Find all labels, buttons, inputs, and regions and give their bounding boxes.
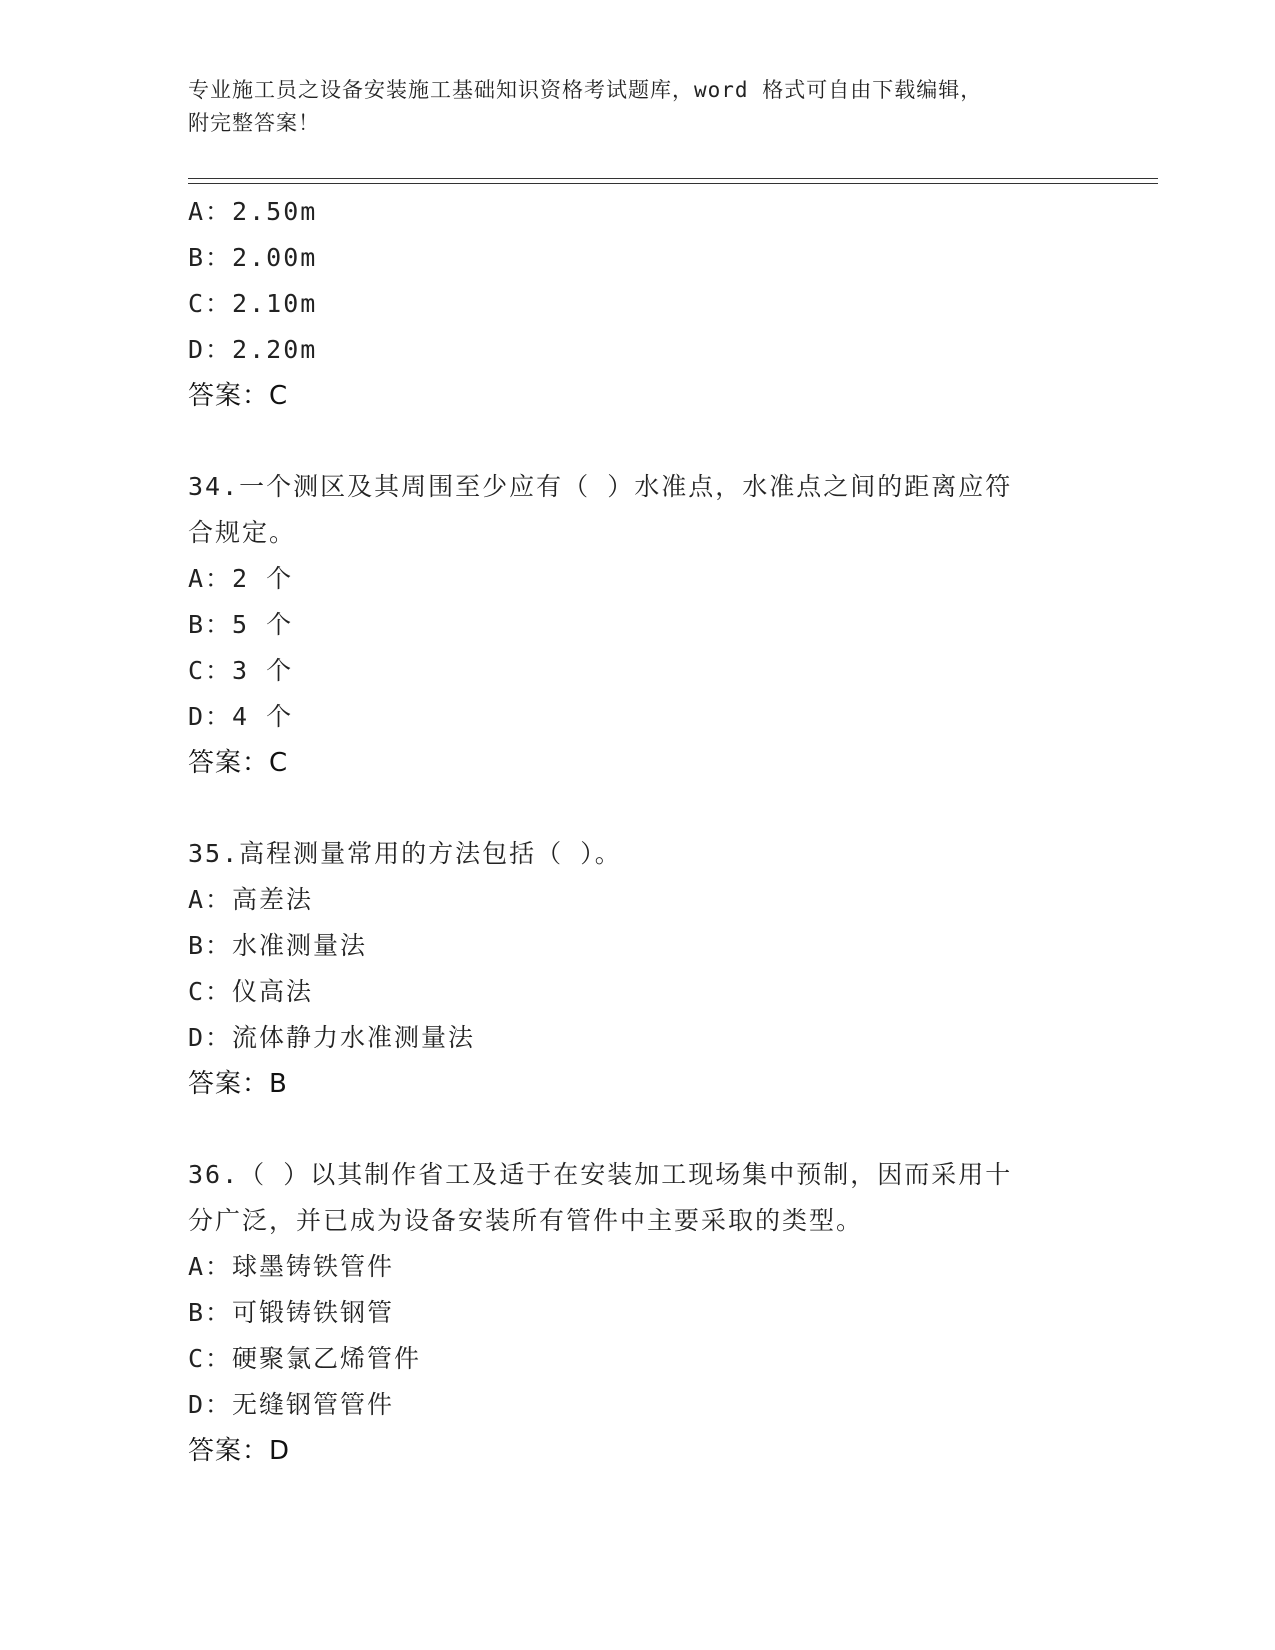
header-line-1: 专业施工员之设备安装施工基础知识资格考试题库，word 格式可自由下载编辑， (188, 78, 983, 102)
option-b: B：水准测量法 (188, 931, 368, 960)
header-line-2: 附完整答案！ (188, 111, 320, 135)
answer-line: 答案：B (188, 1069, 288, 1099)
option-a: A：2 个 (188, 564, 294, 593)
question-33 (188, 189, 1068, 419)
option-d: D：4 个 (188, 702, 294, 731)
question-spacer (188, 786, 1068, 831)
header-divider-bottom (188, 183, 1158, 184)
option-d: D：2.20m (188, 335, 318, 364)
document-header (188, 74, 1068, 140)
question-spacer (188, 419, 1068, 464)
option-b: B：2.00m (188, 243, 318, 272)
option-c: C：仪高法 (188, 977, 314, 1006)
question-text-line-1: 36.（ ）以其制作省工及适于在安装加工现场集中预制，因而采用十 (188, 1160, 1013, 1189)
option-c: C：3 个 (188, 656, 294, 685)
answer-line: 答案：D (188, 1436, 291, 1466)
option-a: A：2.50m (188, 197, 318, 226)
option-a: A：高差法 (188, 885, 314, 914)
option-d: D：无缝钢管管件 (188, 1390, 395, 1419)
option-b: B：可锻铸铁钢管 (188, 1298, 395, 1327)
question-36 (188, 1152, 1068, 1474)
option-c: C：硬聚氯乙烯管件 (188, 1344, 422, 1373)
question-text-line-2: 合规定。 (188, 518, 297, 547)
question-text-line-1: 35.高程测量常用的方法包括（ ）。 (188, 839, 622, 868)
question-spacer (188, 1107, 1068, 1152)
header-divider-top (188, 178, 1158, 179)
answer-line: 答案：C (188, 748, 289, 778)
answer-line: 答案：C (188, 381, 289, 411)
option-d: D：流体静力水准测量法 (188, 1023, 476, 1052)
option-c: C：2.10m (188, 289, 318, 318)
question-34 (188, 464, 1068, 786)
option-a: A：球墨铸铁管件 (188, 1252, 395, 1281)
question-list (188, 189, 1068, 1474)
question-text-line-1: 34.一个测区及其周围至少应有（ ）水准点，水准点之间的距离应符 (188, 472, 1013, 501)
option-b: B：5 个 (188, 610, 294, 639)
question-text-line-2: 分广泛，并已成为设备安装所有管件中主要采取的类型。 (188, 1206, 864, 1235)
question-35 (188, 831, 1068, 1107)
